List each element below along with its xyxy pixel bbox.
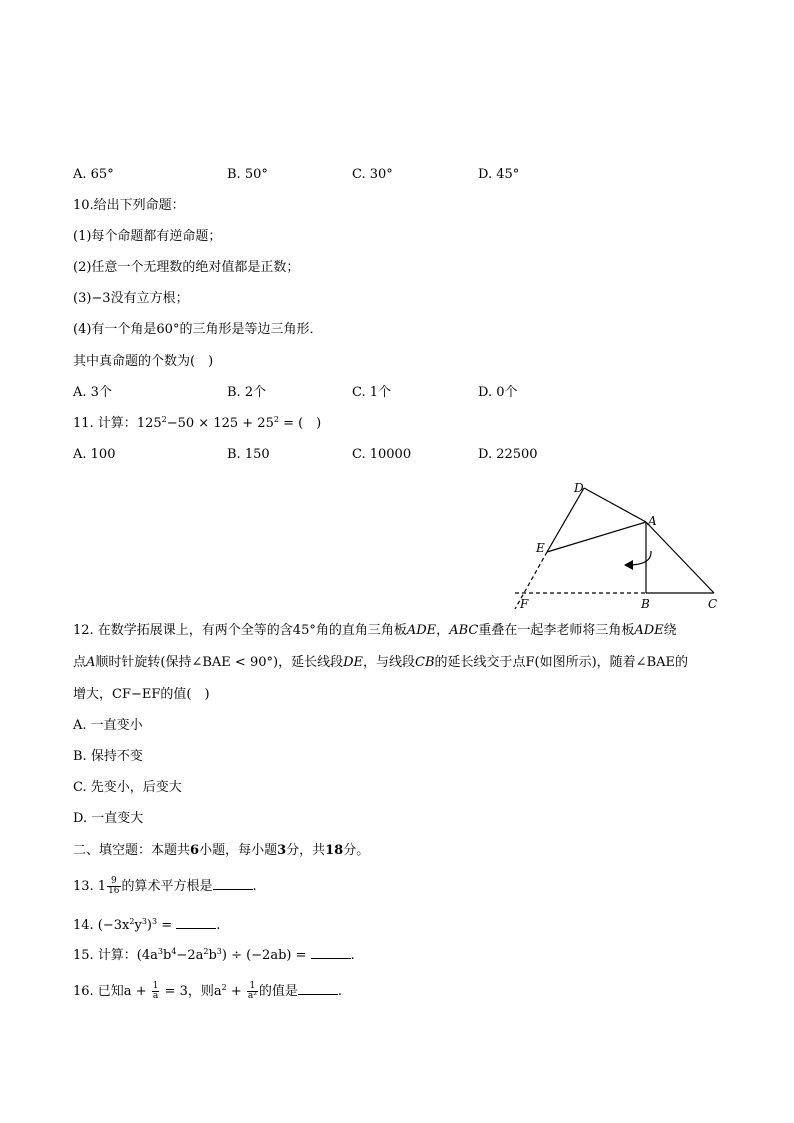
q10-option-a: A. 3个 <box>73 385 112 400</box>
segment-ac <box>646 522 714 593</box>
q10-item-2: (2)任意一个无理数的绝对值都是正数； <box>73 260 300 275</box>
q9-option-b: B. 50° <box>227 167 268 182</box>
q12-option-d: D. 一直变大 <box>73 811 144 826</box>
q10-item-1: (1)每个命题都有逆命题； <box>73 229 222 244</box>
q9-option-a: A. 65° <box>73 167 114 182</box>
q14-stem: 14. $(-3x^2y^3)^3$ = . <box>73 917 221 933</box>
q12-option-b: B. 保持不变 <box>73 749 143 764</box>
label-d: D <box>574 481 584 495</box>
q12-line-2: 点A顺时针旋转(保持∠BAE < 90°)，延长线段DE，与线段CB的延长线交于点F(如图所示)，随着∠BAE的 <box>73 655 689 670</box>
q12-option-c: C. 先变小，后变大 <box>73 780 182 795</box>
label-b: B <box>641 597 650 611</box>
label-f: F <box>520 597 529 611</box>
q15-stem: 15. 计算：$(4a^3b^4-2a^2b^3) \div (-2ab)$ = . <box>73 947 355 963</box>
q11-option-b: B. 150 <box>227 447 270 462</box>
q15-answer-blank <box>311 946 351 959</box>
q12-option-a: A. 一直变小 <box>73 718 143 733</box>
section-heading: 二、填空题：本题共6小题，每小题3分，共18分。 <box>73 843 370 858</box>
q10-stem: 10.给出下列命题： <box>73 198 185 213</box>
q9-option-c: C. 30° <box>352 167 393 182</box>
q9-option-d: D. 45° <box>478 167 520 182</box>
q10-item-4: (4)有一个角是60°的三角形是等边三角形． <box>73 322 323 337</box>
q13-stem: 13. 1 $\frac{9}{16}$ 的算术平方根是 . <box>73 876 257 896</box>
q16-fraction-1: $\frac{1}{a}$ <box>152 981 159 1001</box>
q12-line-3: 增大，CF−EF的值( ) <box>73 687 210 702</box>
q14-answer-blank <box>176 916 216 929</box>
q11-option-c: C. 10000 <box>352 447 412 462</box>
label-e: E <box>536 541 545 555</box>
q13-fraction: $\frac{9}{16}$ <box>108 876 120 896</box>
q16-answer-blank <box>298 982 338 995</box>
geometry-figure <box>500 475 740 615</box>
q12-line-1: 12. 在数学拓展课上，有两个全等的含45°角的直角三角板ADE，ABC重叠在一起李老师将三角板ADE绕 <box>73 623 677 638</box>
q13-answer-blank <box>213 877 253 890</box>
q16-fraction-2: $\frac{1}{\text{a²}}$ <box>247 981 257 1001</box>
q11-option-a: A. 100 <box>73 447 116 462</box>
q10-question: 其中真命题的个数为( ) <box>73 354 214 369</box>
arrow-head-icon <box>624 560 633 570</box>
label-c: C <box>708 597 718 611</box>
q10-item-3: (3)−3没有立方根； <box>73 291 189 306</box>
segment-da <box>584 488 646 522</box>
q10-option-d: D. 0个 <box>478 385 518 400</box>
label-a: A <box>648 514 657 528</box>
q11-option-d: D. 22500 <box>478 447 538 462</box>
q10-option-b: B. 2个 <box>227 385 267 400</box>
q11-stem: 11. 计算：$125^2-50 \times 125 + 25^2$ = ( ) <box>73 415 322 431</box>
q16-stem: 16. 已知a + $\frac{1}{a}$ = 3，则$a^2$ + $\frac{1}{\text{a²}}$ 的值是 . <box>73 981 343 1001</box>
q10-option-c: C. 1个 <box>352 385 392 400</box>
